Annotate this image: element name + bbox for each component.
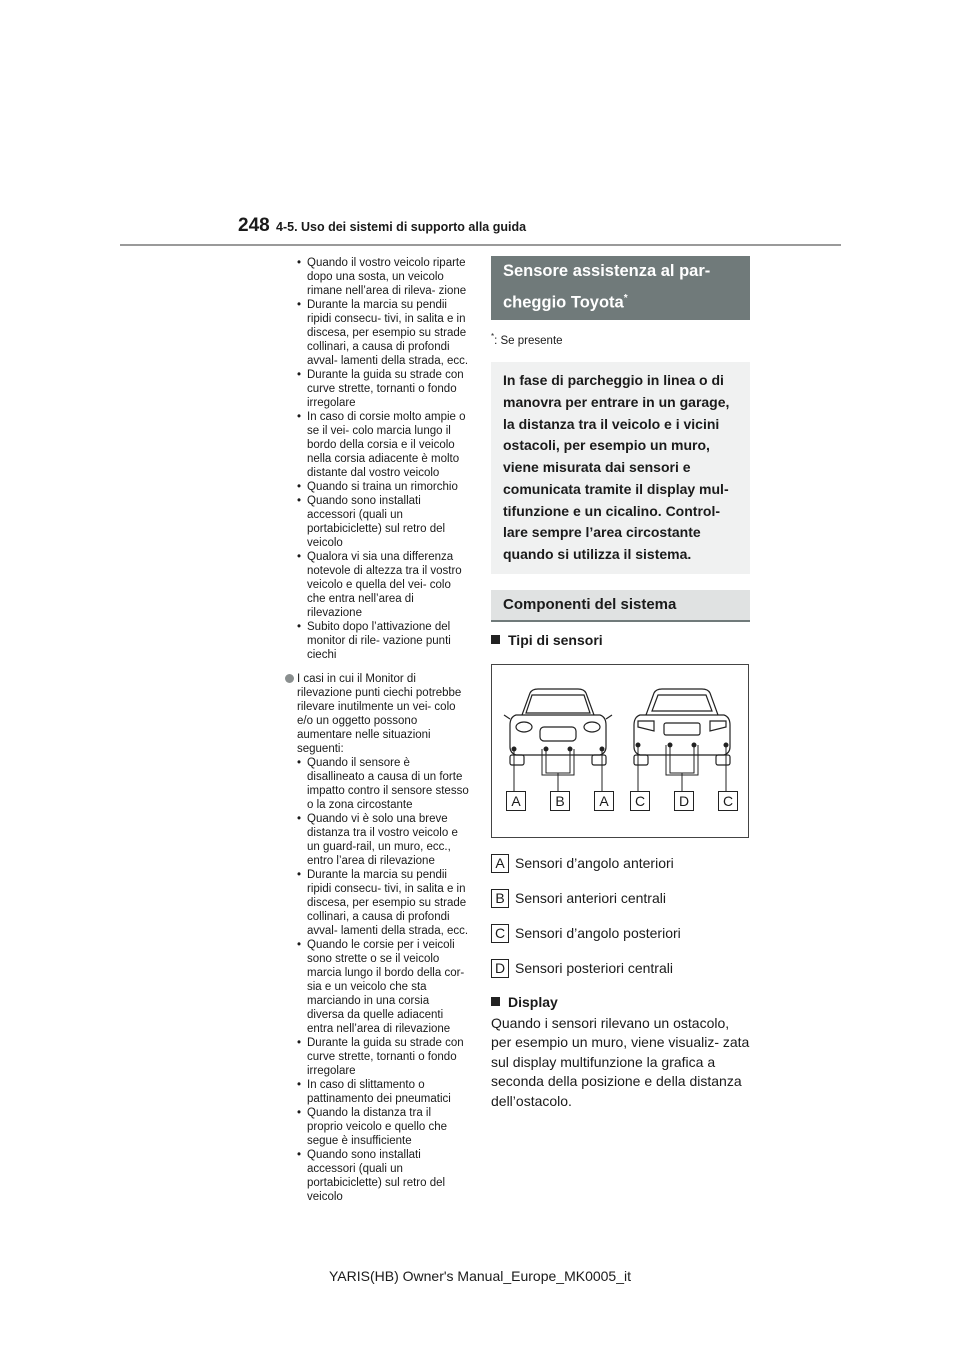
list-item: • Quando si traina un rimorchio	[297, 480, 469, 494]
subheading-text: Display	[508, 993, 558, 1010]
square-bullet-icon	[491, 997, 500, 1006]
list-item: • Quando sono installati accessori (quali un portabiciclette) sul retro del veicolo	[297, 494, 469, 550]
legend-text: Sensori d’angolo posteriori	[515, 925, 681, 942]
list-item: • Quando le corsie per i veicoli sono strette o se il veicolo marcia lungo il bordo della cor- sia e un veicolo che sta marciando in una corsia diversa da quelle adiacenti entra nell’area di rilevazione	[297, 938, 469, 1036]
footnote	[491, 332, 750, 347]
left-column	[297, 256, 469, 1204]
footnote-marker: *	[491, 331, 495, 341]
figure-label-b: B	[550, 791, 570, 811]
list-item: • Quando il vostro veicolo riparte dopo una sosta, un veicolo rimane nell’area di rileva- zione	[297, 256, 469, 298]
legend-item	[491, 854, 750, 873]
parking-assist-heading	[491, 256, 750, 320]
figure-label-a: A	[506, 791, 526, 811]
unnecessary-detection-intro	[285, 672, 469, 756]
car-sensors-illustration	[492, 665, 748, 837]
right-column	[491, 256, 750, 1111]
legend-text: Sensori posteriori centrali	[515, 960, 673, 977]
rear-car-icon	[634, 689, 730, 765]
list-item: • Quando il sensore è disallineato a causa di un forte impatto contro il sensore stesso o la zona circostante	[297, 756, 469, 812]
legend-text: Sensori anteriori centrali	[515, 890, 666, 907]
list-item: • Durante la marcia su pendii ripidi consecu- tivi, in salita e in discesa, per esempio su strade collinari, a causa di profondi avval- lamenti della strada, ecc.	[297, 868, 469, 938]
legend-item	[491, 889, 750, 908]
sensor-diagram	[491, 664, 749, 838]
heading-text: Sensore assistenza al par- cheggio Toyota	[503, 262, 711, 312]
legend-item	[491, 924, 750, 943]
list-item: • Quando vi è solo una breve distanza tra il vostro veicolo e un guard-rail, un muro, ecc., entro l’area di rilevazione	[297, 812, 469, 868]
footnote-marker: *	[623, 293, 628, 304]
list-item: • In caso di corsie molto ampie o se il vei- colo marcia lungo il bordo della corsia e il veicolo nella corsia adiacente è molto distante dal vostro veicolo	[297, 410, 469, 480]
figure-label-c: C	[718, 791, 738, 811]
legend-item	[491, 959, 750, 978]
legend-letter: C	[491, 924, 509, 943]
components-heading: Componenti del sistema	[491, 590, 750, 622]
list-item: • Durante la marcia su pendii ripidi consecu- tivi, in salita e in discesa, per esempio su strade collinari, a causa di profondi avval- lamenti della strada, ecc.	[297, 298, 469, 368]
display-heading	[491, 994, 750, 1010]
legend-text: Sensori d’angolo anteriori	[515, 855, 674, 872]
legend-letter: B	[491, 889, 509, 908]
list-item: • Durante la guida su strade con curve strette, tornanti o fondo irregolare	[297, 368, 469, 410]
list-item: • Subito dopo l’attivazione del monitor di rile- vazione punti ciechi	[297, 620, 469, 662]
circle-bullet-icon	[285, 674, 294, 683]
legend-letter: D	[491, 959, 509, 978]
footer-text: YARIS(HB) Owner's Manual_Europe_MK0005_it	[329, 1268, 631, 1284]
sensor-markers	[512, 743, 728, 791]
page-number: 248	[238, 215, 270, 236]
front-car-icon	[504, 689, 612, 765]
list-item: • Durante la guida su strade con curve strette, tornanti o fondo irregolare	[297, 1036, 469, 1078]
false-detection-list	[297, 256, 469, 662]
unnecessary-detection-list	[297, 756, 469, 1204]
square-bullet-icon	[491, 635, 500, 644]
figure-label-c: C	[630, 791, 650, 811]
list-item: • Qualora vi sia una differenza notevole di altezza tra il vostro veicolo e quella del vei- colo che entra nell’area di rilevazione	[297, 550, 469, 620]
legend-letter: A	[491, 854, 509, 873]
list-item: • Quando la distanza tra il proprio veicolo e quello che segue è insufficiente	[297, 1106, 469, 1148]
display-description: Quando i sensori rilevano un ostacolo, per esempio un muro, viene visualiz- zata sul display multifunzione la grafica a seconda della posizione e della distanza dell’ostacolo.	[491, 1014, 750, 1109]
figure-label-a: A	[594, 791, 614, 811]
header-divider	[120, 244, 841, 246]
figure-label-d: D	[674, 791, 694, 811]
list-item: • Quando sono installati accessori (quali un portabiciclette) sul retro del veicolo	[297, 1148, 469, 1204]
list-item: • In caso di slittamento o pattinamento dei pneumatici	[297, 1078, 469, 1106]
subheading-text: Tipi di sensori	[508, 631, 603, 648]
footnote-text: : Se presente	[494, 334, 563, 347]
section-title: 4-5. Uso dei sistemi di supporto alla guida	[276, 220, 527, 234]
sensor-types-heading	[491, 632, 750, 648]
intro-text: I casi in cui il Monitor di rilevazione punti ciechi potrebbe rilevare inutilmente un vei- colo e/o un oggetto possono aumentare nelle situazioni seguenti:	[297, 673, 462, 755]
intro-box: In fase di parcheggio in linea o di manovra per entrare in un garage, la distanza tra il veicolo e i vicini ostacoli, per esempio un muro, viene misurata dai sensori e comunicata tramite il display mul- tifunzione e un cicalino. Control- lare sempre l’area circostante quando si utilizza il sistema.	[491, 362, 750, 573]
sensor-legend	[491, 854, 750, 978]
